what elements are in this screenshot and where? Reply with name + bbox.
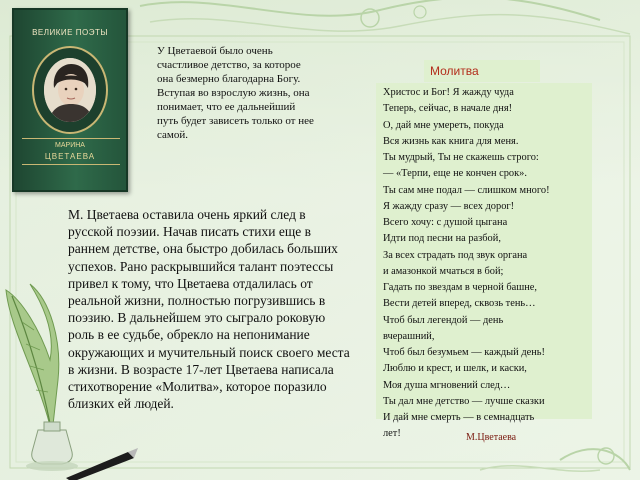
book-series-title: ВЕЛИКИЕ ПОЭТЫ xyxy=(32,28,108,37)
poem-line: Вся жизнь как книга для меня. xyxy=(383,135,519,147)
main-line: привел к тому, что Цветаева отдалилась от xyxy=(68,275,313,291)
poem-line: Всего хочу: с душой цыгана xyxy=(383,217,508,228)
portrait-illustration xyxy=(44,58,96,122)
main-line: М. Цветаева оставила очень яркий след в xyxy=(68,207,306,222)
poem-line: Я жажду сразу — всех дорог! xyxy=(383,200,515,212)
poem-line: лет! xyxy=(383,428,401,440)
poem-line: — «Терпи, еще не кончен срок». xyxy=(383,168,527,180)
poem-signature: М.Цветаева xyxy=(466,432,517,443)
book-rule-bottom xyxy=(22,164,120,165)
main-line: окружающих и мучительный поиск своего места xyxy=(68,344,350,360)
poem-line: Ты дал мне детство — лучше сказки xyxy=(383,395,545,407)
poem-line: Люблю и крест, и шелк, и каски, xyxy=(383,363,527,375)
poem-line: Гадать по звездам в черной башне, xyxy=(383,282,538,293)
poem-line: Чтоб был безумьем — каждый день! xyxy=(383,347,545,358)
poem-line: За всех страдать под звук органа xyxy=(383,249,528,261)
poem-title: Молитва xyxy=(424,60,540,82)
intro-line: Вступая во взрослую жизнь, она xyxy=(157,87,310,99)
poem-line: вчерашний, xyxy=(383,330,435,342)
main-line: реальной жизни, полностью погрузившись в xyxy=(68,293,326,309)
poem-line: Моя душа мгновений след… xyxy=(383,379,511,391)
main-line: успехов. Рано раскрывшийся талант поэтессы xyxy=(68,258,334,274)
poem-line: О, дай мне умереть, покуда xyxy=(383,119,504,131)
intro-line: она безмерно благодарна Богу. xyxy=(157,73,301,85)
intro-line: У Цветаевой было очень xyxy=(157,45,273,57)
intro-line: самой. xyxy=(157,129,188,141)
poem-line: Ты мудрый, Ты не скажешь строго: xyxy=(383,152,539,163)
poem-line: Чтоб был легендой — день xyxy=(383,314,504,326)
poem-line: Теперь, сейчас, в начале дня! xyxy=(383,103,513,115)
poem-line: Ты сам мне подал — слишком много! xyxy=(383,184,550,196)
poem-line: и амазонкой мчаться в бой; xyxy=(383,265,504,277)
poet-portrait xyxy=(44,58,96,122)
main-line: раннем детстве, она быстро добилась больших xyxy=(68,241,338,257)
main-line: в жизни. В возрасте 17-лет Цветаева написала xyxy=(68,361,334,377)
book-author-last-name: ЦВЕТАЕВА xyxy=(44,152,96,161)
main-line: русской поэзии. Начав писать стихи еще в xyxy=(68,224,311,240)
poem-line: Христос и Бог! Я жажду чуда xyxy=(383,87,514,98)
book-rule-top xyxy=(22,138,120,139)
intro-text xyxy=(157,44,357,142)
book-author-first-name: МАРИНА xyxy=(55,142,85,149)
poem-line: И дай мне смерть — в семнадцать xyxy=(383,412,535,423)
book-cover-image xyxy=(12,8,128,192)
poem-line: Вести детей вперед, сквозь тень… xyxy=(383,298,536,310)
poem-line: Идти под песни на разбой, xyxy=(383,233,501,245)
portrait-frame xyxy=(32,46,108,134)
main-line: стихотворение «Молитва», которое поразило xyxy=(68,379,327,395)
main-line: поэзию. В дальнейшем это сыграло роковую xyxy=(68,310,326,326)
intro-line: счастливое детство, за которое xyxy=(157,59,301,71)
main-line: близких ей людей. xyxy=(68,396,174,412)
intro-line: понимает, что ее дальнейший xyxy=(157,101,296,113)
intro-line: путь будет зависеть только от нее xyxy=(157,115,314,127)
main-line: роль в ее судьбе, обрекло на непонимание xyxy=(68,327,310,343)
main-paragraph xyxy=(68,206,378,412)
